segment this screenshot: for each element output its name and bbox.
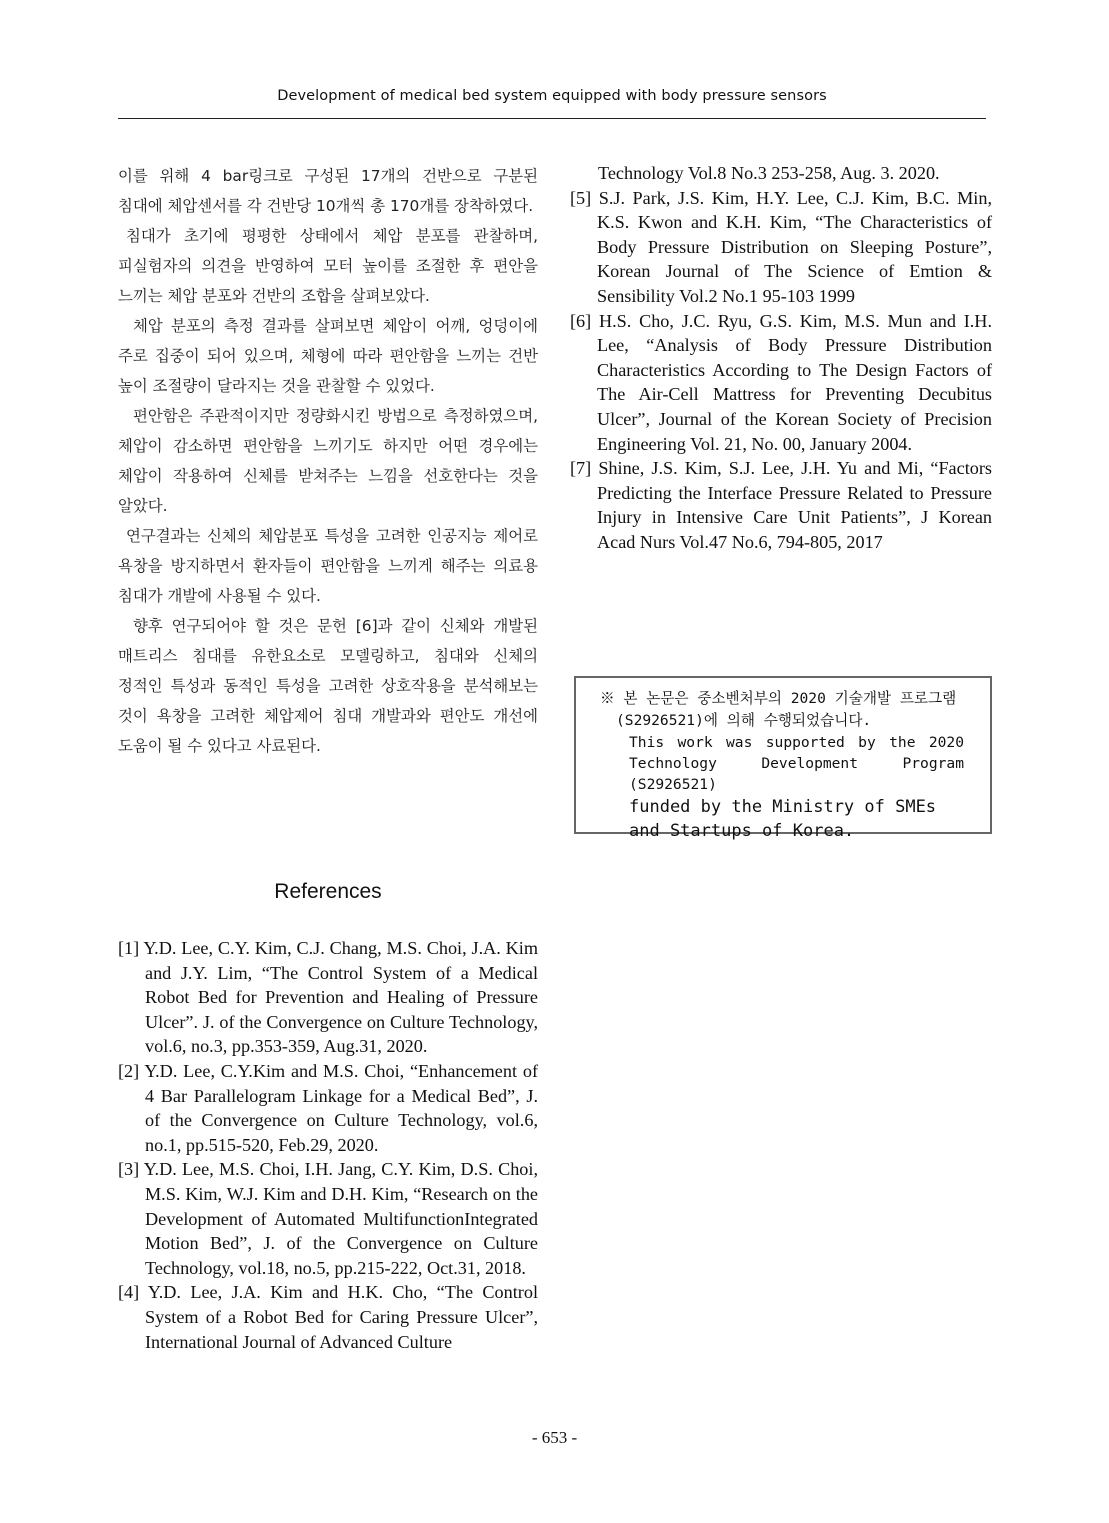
reference-item: [1] Y.D. Lee, C.Y. Kim, C.J. Chang, M.S. Choi, J.A. Kim and J.Y. Lim, “The Control System of a Medical Robot Bed for Prevention and Healing of Pressure Ulcer”. J. of the Convergence on Culture Technology, vol.6, no.3, pp.353-359, Aug.31, 2020. bbox=[118, 938, 538, 1057]
acknowledgement-english-a: This work was supported by the 2020 Technology Development Program (S2926521) bbox=[629, 734, 964, 793]
acknowledgement-korean: ※ 본 논문은 중소벤처부의 2020 기술개발 프로그램(S2926521)에 의해 수행되었습니다. bbox=[600, 690, 957, 729]
reference-item: [2] Y.D. Lee, C.Y.Kim and M.S. Choi, “Enhancement of 4 Bar Parallelogram Linkage for a Medical Bed”, J. of the Convergence on Culture Technology, vol.6, no.1, pp.515-520, Feb.29, 2020. bbox=[118, 1060, 538, 1155]
reference-item: [4] Y.D. Lee, J.A. Kim and H.K. Cho, “The Control System of a Robot Bed for Caring Pressure Ulcer”, International Journal of Advanced Culture bbox=[118, 1282, 538, 1352]
reference-item-continuation: Technology Vol.8 No.3 253-258, Aug. 3. 2020. bbox=[598, 163, 940, 183]
acknowledgement-box bbox=[574, 676, 992, 841]
body-paragraph-6: 향후 연구되어야 할 것은 문헌 [6]과 같이 신체와 개발된 매트리스 침대를 유한요소로 모델링하고, 침대와 신체의 정적인 특성과 동적인 특성을 고려한 상호작용을 분석해보는 것이 욕창을 고려한 체압제어 침대 개발과와 편안도 개선에 도움이 될 수 있다고 사료된다. bbox=[118, 617, 538, 755]
body-paragraph-1: 이를 위해 4 bar링크로 구성된 17개의 건반으로 구분된 침대에 체압센서를 각 건반당 10개씩 총 170개를 장착하였다. bbox=[118, 167, 538, 215]
running-header: Development of medical bed system equipped with body pressure sensors bbox=[277, 88, 827, 104]
references-list-left bbox=[118, 936, 538, 1354]
reference-item: [7] Shine, J.S. Kim, S.J. Lee, J.H. Yu and Mi, “Factors Predicting the Interface Pressure Related to Pressure Injury in Intensive Care Unit Patients”, J Korean Acad Nurs Vol.47 No.6, 794-805, 2017 bbox=[570, 458, 992, 552]
body-paragraph-5: 연구결과는 신체의 체압분포 특성을 고려한 인공지능 제어로 욕창을 방지하면서 환자들이 편안함을 느끼게 해주는 의료용 침대가 개발에 사용될 수 있다. bbox=[118, 527, 538, 605]
reference-item: [5] S.J. Park, J.S. Kim, H.Y. Lee, C.J. Kim, B.C. Min, K.S. Kwon and K.H. Kim, “The Characteristics of Body Pressure Distribution on Sleeping Posture”, Korean Journal of The Science of Emtion & Sensibility Vol.2 No.1 95-103 1999 bbox=[570, 187, 992, 306]
reference-item: [3] Y.D. Lee, M.S. Choi, I.H. Jang, C.Y. Kim, D.S. Choi, M.S. Kim, W.J. Kim and D.H. Kim, “Research on the Development of Automated MultifunctionIntegrated Motion Bed”, J. of the Convergence on Culture Technology, vol.18, no.5, pp.215-222, Oct.31, 2018. bbox=[118, 1159, 538, 1278]
body-paragraph-4: 편안함은 주관적이지만 정량화시킨 방법으로 측정하였으며, 체압이 감소하면 편안함을 느끼기도 하지만 어떤 경우에는 체압이 작용하여 신체를 받쳐주는 느낌을 선호한다는 것을 알았다. bbox=[118, 407, 538, 515]
page-number: - 653 - bbox=[531, 1428, 578, 1447]
acknowledgement-english-b: funded by the Ministry of SMEs and Startups of Korea. bbox=[629, 797, 937, 841]
body-paragraph-2: 침대가 초기에 평평한 상태에서 체압 분포를 관찰하며, 피실험자의 의견을 반영하여 모터 높이를 조절한 후 편안을 느끼는 체압 분포와 건반의 조합을 살펴보았다. bbox=[118, 227, 538, 305]
references-list-right bbox=[570, 161, 992, 555]
header-rule bbox=[118, 118, 986, 119]
references-heading: References bbox=[274, 880, 382, 903]
body-text-column bbox=[118, 161, 538, 761]
reference-item: [6] H.S. Cho, J.C. Ryu, G.S. Kim, M.S. Mun and I.H. Lee, “Analysis of Body Pressure Distribution Characteristics According to The Design Factors of The Air-Cell Mattress for Preventing Decubitus Ulcer”, Journal of the Korean Society of Precision Engineering Vol. 21, No. 00, January 2004. bbox=[570, 310, 992, 454]
body-paragraph-3: 체압 분포의 측정 결과를 살펴보면 체압이 어깨, 엉덩이에 주로 집중이 되어 있으며, 체형에 따라 편안함을 느끼는 건반 높이 조절량이 달라지는 것을 관찰할 수 있었다. bbox=[118, 317, 538, 395]
